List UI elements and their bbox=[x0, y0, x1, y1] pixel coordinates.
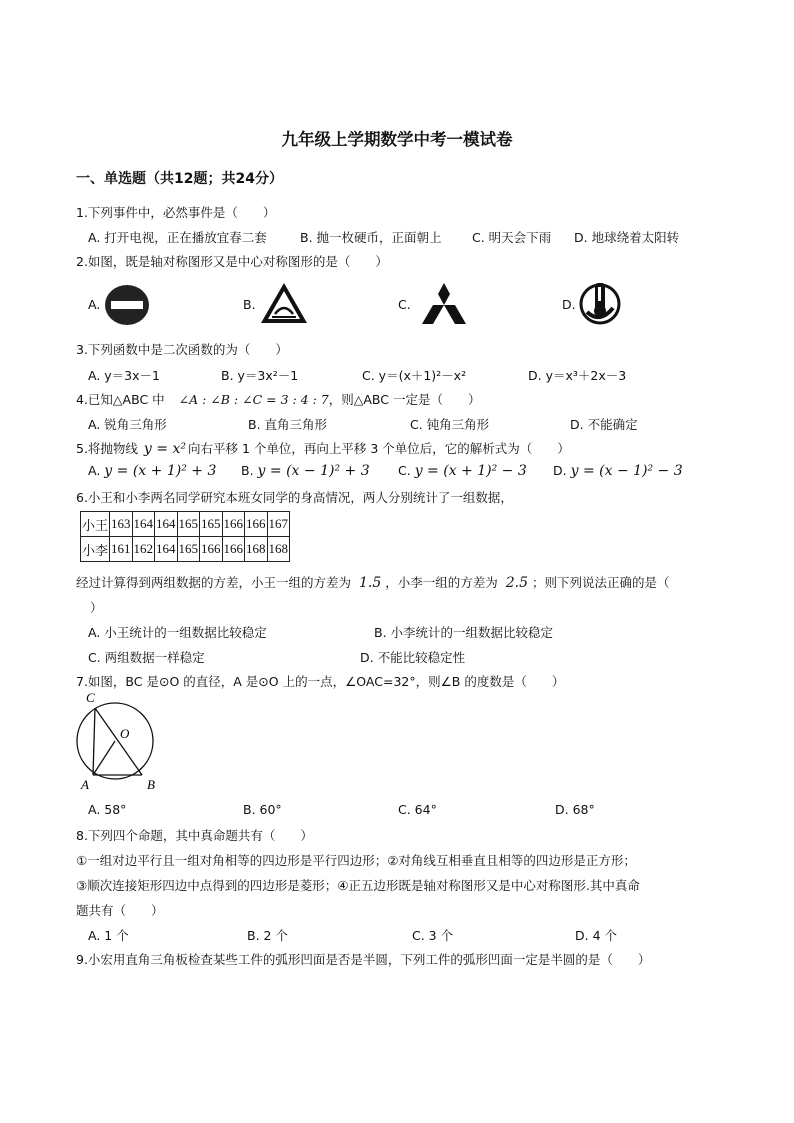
q6-option-b: B. 小李统计的一组数据比较稳定 bbox=[374, 625, 554, 640]
table-cell: 165 bbox=[177, 537, 200, 562]
q2-option-c: C. bbox=[398, 297, 411, 312]
table-row bbox=[81, 512, 290, 537]
q4-stem-text-a: 4.已知△ABC 中 bbox=[76, 392, 165, 407]
question-1-stem: 1.下列事件中，必然事件是（ ） bbox=[76, 205, 276, 220]
q7-option-c: C. 64° bbox=[398, 802, 437, 817]
section-heading: 一、单选题（共12题；共24分） bbox=[76, 171, 283, 187]
circle-swirl-logo-icon bbox=[575, 278, 625, 328]
height-data-table bbox=[80, 511, 290, 562]
q5-stem-text-b: 向右平移 1 个单位，再向上平移 3 个单位后，它的解析式为（ ） bbox=[187, 441, 570, 456]
q2-option-d: D. bbox=[562, 297, 576, 312]
question-9-stem: 9.小宏用直角三角板检查某些工件的弧形凹面是否是半圆，下列工件的弧形凹面一定是半圆的是（ ） bbox=[76, 952, 651, 967]
q6-option-c: C. 两组数据一样稳定 bbox=[88, 650, 205, 665]
table-cell: 小王 bbox=[81, 512, 110, 537]
question-8-stem: 8.下列四个命题，其中真命题共有（ ） bbox=[76, 828, 313, 843]
q4-option-a: A. 锐角三角形 bbox=[88, 417, 167, 432]
three-diamond-logo-icon bbox=[418, 281, 470, 327]
q4-option-b: B. 直角三角形 bbox=[248, 417, 328, 432]
table-cell: 165 bbox=[200, 512, 223, 537]
q5-option-d: D. y = (x − 1)² − 3 bbox=[553, 463, 683, 479]
table-row bbox=[81, 537, 290, 562]
q8-line-3: 题共有（ ） bbox=[76, 903, 164, 918]
table-cell: 166 bbox=[222, 537, 245, 562]
q3-option-c: C. y＝(x＋1)²－x² bbox=[362, 368, 467, 383]
q8-option-d: D. 4 个 bbox=[575, 928, 617, 943]
q7-option-a: A. 58° bbox=[88, 802, 127, 817]
q1-option-c: C. 明天会下雨 bbox=[472, 230, 552, 245]
q3-option-b: B. y＝3x²－1 bbox=[221, 368, 299, 383]
question-5-stem bbox=[76, 439, 570, 457]
table-cell: 162 bbox=[132, 537, 155, 562]
circle-diagram-icon bbox=[70, 688, 170, 796]
q2-option-b: B. bbox=[243, 297, 256, 312]
q5-stem-text-a: 5.将抛物线 bbox=[76, 441, 138, 456]
q3-option-d: D. y＝x³＋2x－3 bbox=[528, 368, 627, 383]
q7-option-d: D. 68° bbox=[555, 802, 595, 817]
q5-parabola: y = x² bbox=[143, 441, 186, 457]
table-cell: 161 bbox=[110, 537, 133, 562]
q6-paren-close: ） bbox=[90, 600, 103, 615]
point-label-o: O bbox=[120, 726, 130, 741]
q6-variance-b: 2.5 bbox=[505, 575, 529, 591]
q8-option-b: B. 2 个 bbox=[247, 928, 288, 943]
q8-line-1: ①一组对边平行且一组对角相等的四边形是平行四边形；②对角线互相垂直且相等的四边形是正方形； bbox=[76, 853, 636, 868]
question-6-stem: 6.小王和小李两名同学研究本班女同学的身高情况，两人分别统计了一组数据， bbox=[76, 490, 513, 505]
q6-option-d: D. 不能比较稳定性 bbox=[360, 650, 466, 665]
q8-line-2: ③顺次连接矩形四边中点得到的四边形是菱形；④正五边形既是轴对称图形又是中心对称图形.其中真命 bbox=[76, 878, 640, 893]
point-label-b: B bbox=[147, 777, 155, 792]
table-cell: 167 bbox=[267, 512, 290, 537]
q5-option-a: A. y = (x + 1)² + 3 bbox=[88, 463, 217, 479]
table-cell: 166 bbox=[222, 512, 245, 537]
q4-option-d: D. 不能确定 bbox=[570, 417, 638, 432]
q6-variance-text: 经过计算得到两组数据的方差，小王一组的方差为 1.5 ，小李一组的方差为 2.5 ；则下列说法正确的是（ bbox=[76, 575, 670, 591]
q1-option-a: A. 打开电视，正在播放宜春二套 bbox=[88, 230, 267, 245]
table-cell: 163 bbox=[110, 512, 133, 537]
q4-option-c: C. 钝角三角形 bbox=[410, 417, 490, 432]
triangle-warning-sign-icon bbox=[258, 280, 310, 326]
table-cell: 165 bbox=[177, 512, 200, 537]
page-title: 九年级上学期数学中考一模试卷 bbox=[281, 130, 513, 149]
q8-option-a: A. 1 个 bbox=[88, 928, 129, 943]
q7-option-b: B. 60° bbox=[243, 802, 282, 817]
q5-option-b: B. y = (x − 1)² + 3 bbox=[241, 463, 370, 479]
q1-option-b: B. 抛一枚硬币，正面朝上 bbox=[300, 230, 442, 245]
no-entry-sign-icon bbox=[103, 283, 151, 327]
point-label-a: A bbox=[81, 777, 89, 792]
q8-option-c: C. 3 个 bbox=[412, 928, 454, 943]
table-cell: 166 bbox=[200, 537, 223, 562]
table-cell: 小李 bbox=[81, 537, 110, 562]
q4-stem-text-b: ，则△ABC 一定是（ ） bbox=[328, 392, 481, 407]
q2-option-a: A. bbox=[88, 297, 101, 312]
table-cell: 166 bbox=[245, 512, 268, 537]
q3-option-a: A. y＝3x－1 bbox=[88, 368, 160, 383]
table-cell: 164 bbox=[132, 512, 155, 537]
question-3-stem: 3.下列函数中是二次函数的为（ ） bbox=[76, 342, 288, 357]
q6-variance-a: 1.5 bbox=[359, 575, 382, 591]
question-2-stem: 2.如图，既是轴对称图形又是中心对称图形的是（ ） bbox=[76, 254, 388, 269]
question-4-stem bbox=[76, 390, 481, 408]
question-7-stem: 7.如图，BC 是⊙O 的直径，A 是⊙O 上的一点，∠OAC=32°，则∠B 的度数是（ ） bbox=[76, 674, 565, 689]
table-cell: 164 bbox=[155, 537, 178, 562]
q4-angle-ratio: ∠A : ∠B : ∠C = 3 : 4 : 7 bbox=[178, 392, 329, 407]
q6-option-a: A. 小王统计的一组数据比较稳定 bbox=[88, 625, 267, 640]
table-cell: 164 bbox=[155, 512, 178, 537]
q1-option-d: D. 地球绕着太阳转 bbox=[574, 230, 680, 245]
point-label-c: C bbox=[86, 690, 95, 705]
q5-option-c: C. y = (x + 1)² − 3 bbox=[398, 463, 527, 479]
table-cell: 168 bbox=[245, 537, 268, 562]
table-cell: 168 bbox=[267, 537, 290, 562]
